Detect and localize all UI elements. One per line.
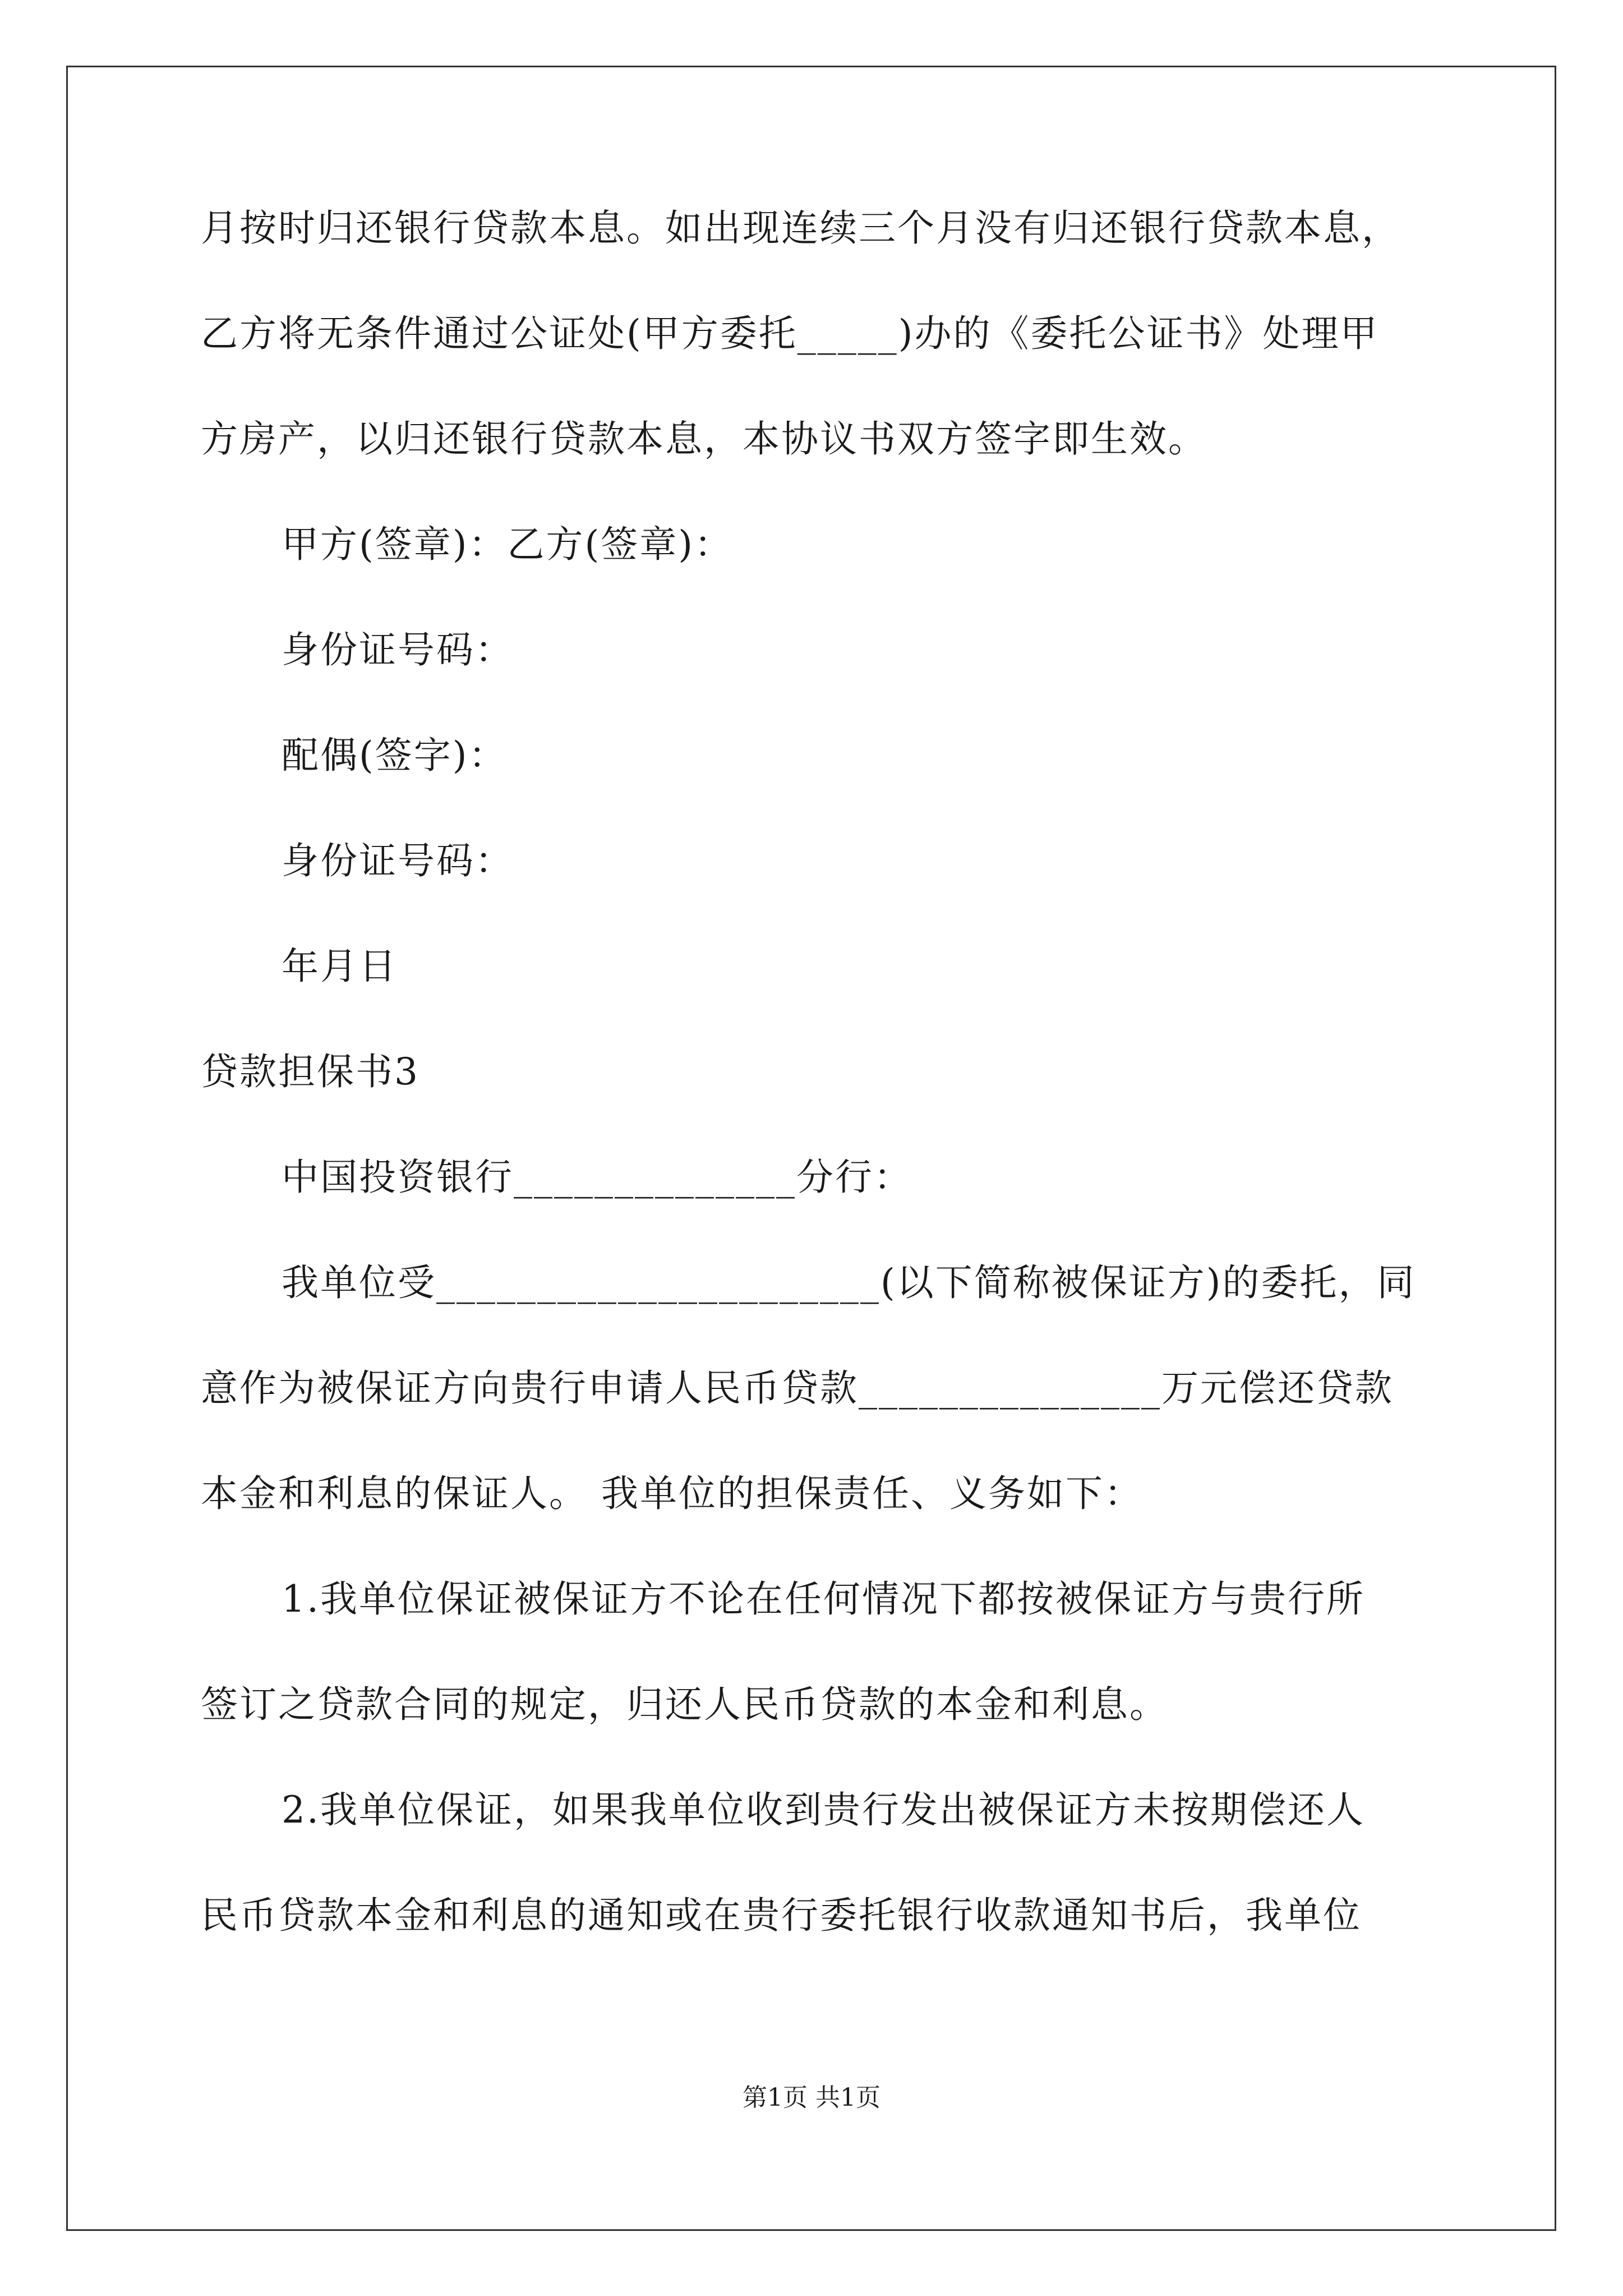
clause-2-line: 2.我单位保证，如果我单位收到贵行发出被保证方未按期偿还人: [282, 1788, 1365, 1832]
text-line: 月按时归还银行贷款本息。如出现连续三个月没有归还银行贷款本息，: [201, 206, 1400, 250]
clause-2-line: 民币贷款本金和利息的通知或在贵行委托银行收款通知书后，我单位: [201, 1894, 1362, 1937]
id-number-line: 身份证号码：: [282, 839, 514, 882]
signature-line-parties: 甲方(签章)：乙方(签章)：: [282, 523, 733, 566]
text-line: 方房产，以归还银行贷款本息，本协议书双方签字即生效。: [201, 417, 1207, 461]
clause-1-line: 签订之贷款合同的规定，归还人民币贷款的本金和利息。: [201, 1683, 1168, 1726]
date-line: 年月日: [282, 945, 398, 988]
addressee-line: 中国投资银行______________分行：: [282, 1156, 912, 1199]
clause-1-line: 1.我单位保证被保证方不论在任何情况下都按被保证方与贵行所: [282, 1577, 1365, 1621]
text-line: 本金和利息的保证人。 我单位的担保责任、义务如下：: [201, 1472, 1143, 1515]
spouse-signature-line: 配偶(签字)：: [282, 734, 508, 777]
text-line: 乙方将无条件通过公证处(甲方委托_____)办的《委托公证书》处理甲: [201, 312, 1379, 355]
page-footer: 第1页 共1页: [743, 2083, 880, 2112]
text-line: 我单位受______________________(以下简称被保证方)的委托，同: [282, 1261, 1416, 1304]
text-line: 意作为被保证方向贵行申请人民币贷款_______________万元偿还贷款: [201, 1366, 1394, 1410]
id-number-line: 身份证号码：: [282, 628, 514, 671]
section-title: 贷款担保书3: [201, 1050, 419, 1093]
